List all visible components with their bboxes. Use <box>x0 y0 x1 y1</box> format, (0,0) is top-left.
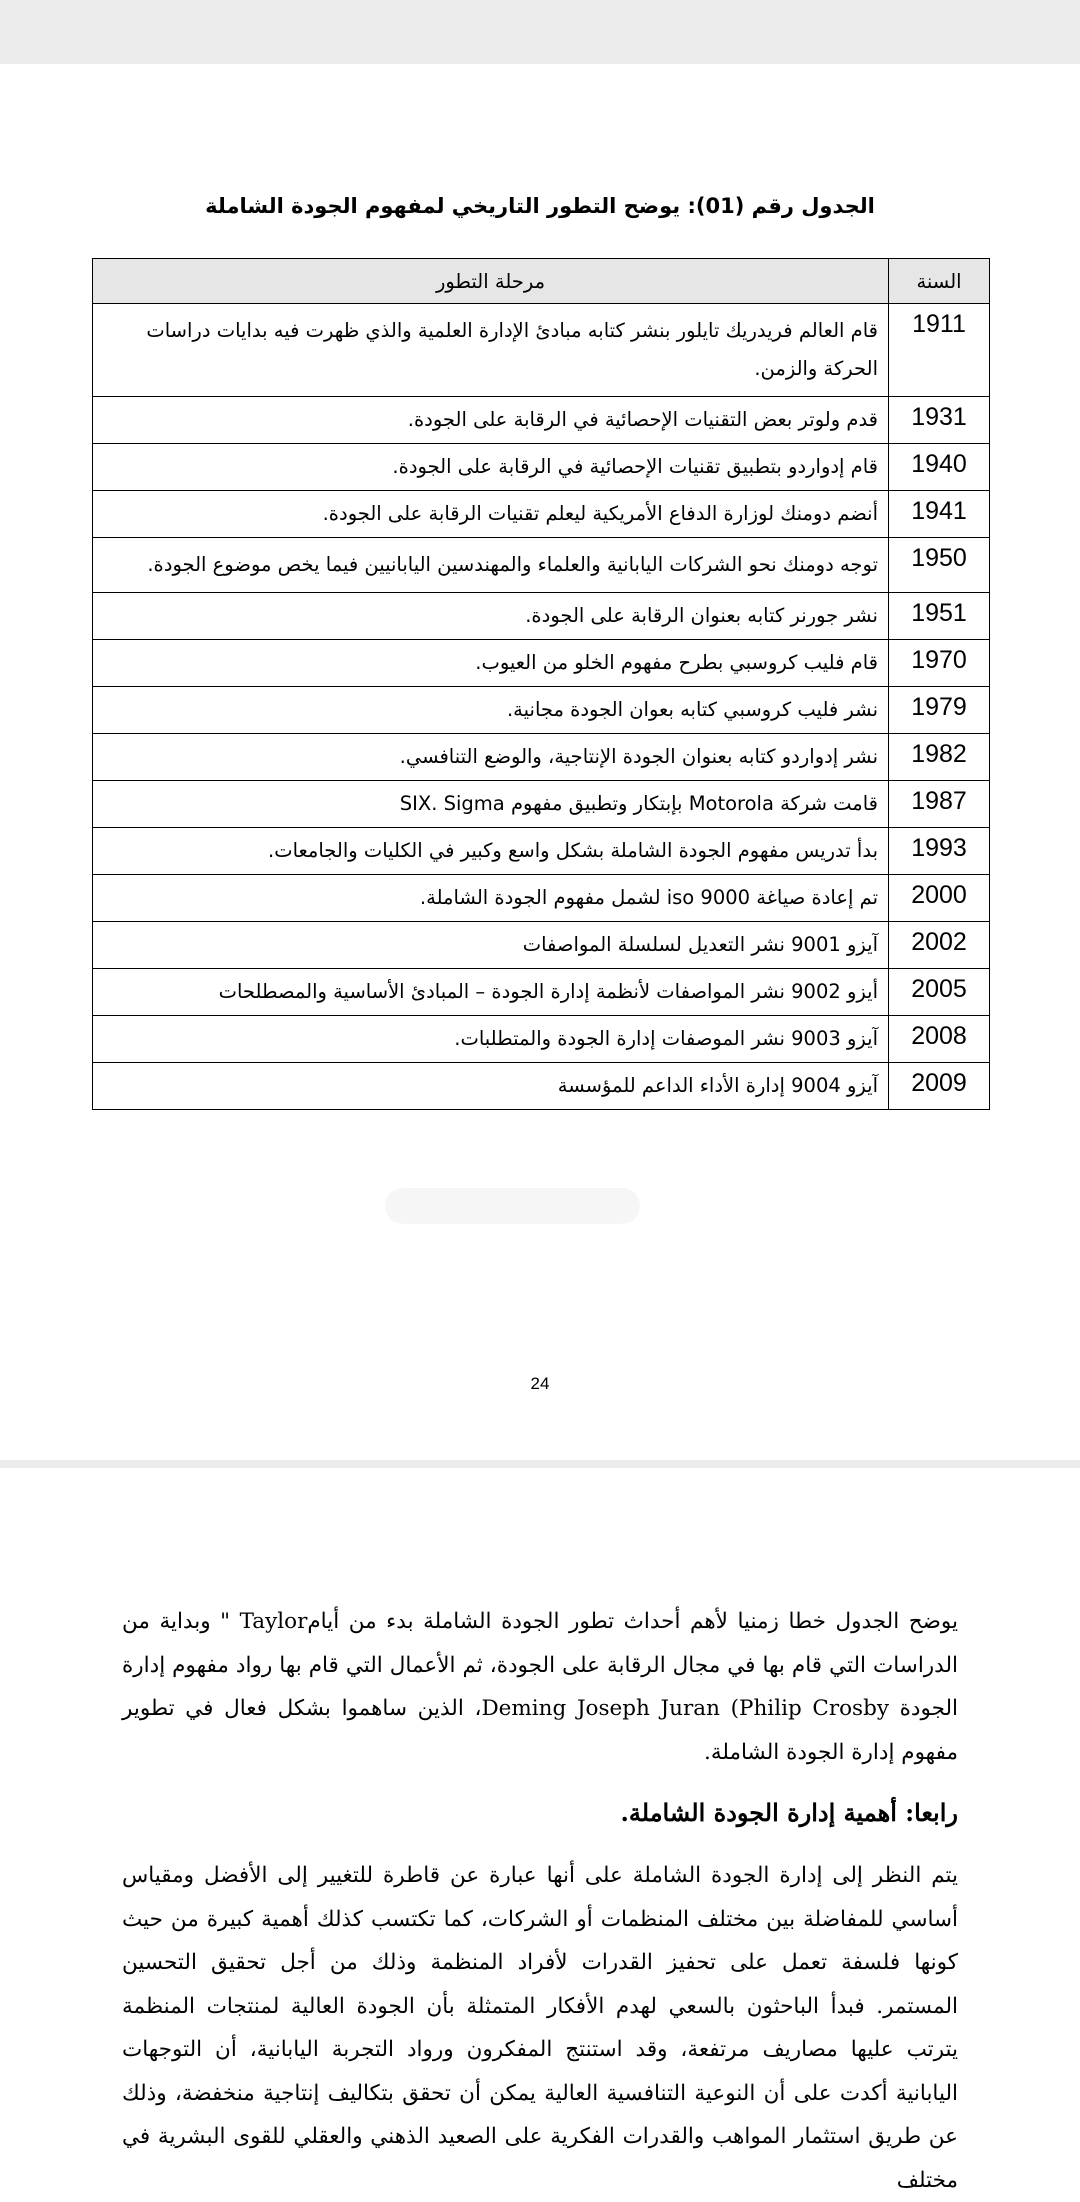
year-cell: 1911 <box>889 304 990 397</box>
table-caption: الجدول رقم (01): يوضح التطور التاريخي لمفهوم الجودة الشاملة <box>205 194 875 218</box>
year-cell: 1993 <box>889 828 990 875</box>
table-row <box>93 593 990 640</box>
stage-cell: نشر جورنر كتابه بعنوان الرقابة على الجودة. <box>93 593 889 640</box>
table-row <box>93 444 990 491</box>
table-row <box>93 397 990 444</box>
table-row <box>93 538 990 593</box>
year-cell: 1979 <box>889 687 990 734</box>
stage-cell: أنضم دومنك لوزارة الدفاع الأمريكية ليعلم تقنيات الرقابة على الجودة. <box>93 491 889 538</box>
timeline-paragraph: يوضح الجدول خطا زمنيا لأهم أحداث تطور الجودة الشاملة بدء من أيامTaylor " وبداية من الدراسات التي قام بها في مجال الرقابة على الجودة، ثم الأعمال التي قام بها رواد مفهوم إدارة الجودة Deming Joseph Juran (Philip Crosby، الذين ساهموا بشكل فعال في تطوير مفهوم إدارة الجودة الشاملة. <box>122 1609 959 1765</box>
year-cell: 2008 <box>889 1016 990 1063</box>
stage-cell: قدم ولوتر بعض التقنيات الإحصائية في الرقابة على الجودة. <box>93 397 889 444</box>
table-row <box>93 875 990 922</box>
document-page-25 <box>0 1468 1080 2193</box>
stage-cell: نشر فليب كروسبي كتابه بعوان الجودة مجانية. <box>93 687 889 734</box>
table-row <box>93 781 990 828</box>
table-row <box>93 828 990 875</box>
stage-cell: قام إدواردو بتطبيق تقنيات الإحصائية في الرقابة على الجودة. <box>93 444 889 491</box>
document-page-24 <box>0 64 1080 1460</box>
table-row <box>93 922 990 969</box>
year-cell: 1950 <box>889 538 990 593</box>
table-row <box>93 734 990 781</box>
year-cell: 2009 <box>889 1063 990 1110</box>
table-row <box>93 969 990 1016</box>
stage-cell: قامت شركة Motorola بإبتكار وتطبيق مفهوم SIX. Sigma <box>93 781 889 828</box>
year-cell: 2005 <box>889 969 990 1016</box>
table-row <box>93 1016 990 1063</box>
table-row <box>93 687 990 734</box>
page-number: 24 <box>530 1374 550 1393</box>
table-row <box>93 304 990 397</box>
year-column-header: السنة <box>889 259 990 304</box>
stage-cell: آيزو 9003 نشر الموصفات إدارة الجودة والمتطلبات. <box>93 1016 889 1063</box>
year-cell: 2002 <box>889 922 990 969</box>
table-row <box>93 491 990 538</box>
stage-cell: قام فليب كروسبي بطرح مفهوم الخلو من العيوب. <box>93 640 889 687</box>
importance-paragraph: يتم النظر إلى إدارة الجودة الشاملة على أنها عبارة عن قاطرة للتغيير إلى الأفضل ومقياس أساسي للمفاضلة بين مختلف المنظمات أو الشركات، كما تكتسب كذلك أهمية كبيرة من حيث كونها فلسفة تعمل على تحفيز القدرات لأفراد المنظمة وذلك من أجل تحقيق التحسين المستمر. فبدأ الباحثون بالسعي لهدم الأفكار المتمثلة بأن الجودة العالية لمنتجات المنظمة يترتب عليها مصاريف مرتفعة، وقد استنتج المفكرون ورواد التجربة اليابانية، أن التوجهات اليابانية أكدت على أن النوعية التنافسية العالية يمكن أن تحقق بتكاليف إنتاجية منخفضة، وذلك عن طريق استثمار المواهب والقدرات الفكرية على الصعيد الذهني والعقلي للقوى البشرية في مختلف <box>122 1863 958 2193</box>
stage-cell: بدأ تدريس مفهوم الجودة الشاملة بشكل واسع وكبير في الكليات والجامعات. <box>93 828 889 875</box>
year-cell: 1970 <box>889 640 990 687</box>
scan-smudge <box>385 1188 640 1224</box>
stage-cell: نشر إدواردو كتابه بعنوان الجودة الإنتاجية، والوضع التنافسي. <box>93 734 889 781</box>
stage-cell: تم إعادة صياغة iso 9000 لشمل مفهوم الجودة الشاملة. <box>93 875 889 922</box>
year-cell: 1940 <box>889 444 990 491</box>
year-cell: 1982 <box>889 734 990 781</box>
page-gap-top <box>0 0 1080 64</box>
table-row <box>93 640 990 687</box>
table-header-row <box>93 259 990 304</box>
stage-cell: توجه دومنك نحو الشركات اليابانية والعلماء والمهندسين اليابانيين فيما يخص موضوع الجودة. <box>93 538 889 593</box>
stage-cell: أيزو 9002 نشر المواصفات لأنظمة إدارة الجودة – المبادئ الأساسية والمصطلحات <box>93 969 889 1016</box>
table-row <box>93 1063 990 1110</box>
stage-cell: آيزو 9004 إدارة الأداء الداعم للمؤسسة <box>93 1063 889 1110</box>
year-cell: 1987 <box>889 781 990 828</box>
section-heading: رابعا: أهمية إدارة الجودة الشاملة. <box>620 1798 958 1827</box>
page-gap <box>0 1460 1080 1468</box>
stage-column-header: مرحلة التطور <box>93 259 889 304</box>
quality-evolution-table <box>92 258 990 1110</box>
stage-cell: آيزو 9001 نشر التعديل لسلسلة المواصفات <box>93 922 889 969</box>
year-cell: 1951 <box>889 593 990 640</box>
year-cell: 1941 <box>889 491 990 538</box>
year-cell: 1931 <box>889 397 990 444</box>
year-cell: 2000 <box>889 875 990 922</box>
stage-cell: قام العالم فريدريك تايلور بنشر كتابه مبادئ الإدارة العلمية والذي ظهرت فيه بدايات دراسات الحركة والزمن. <box>93 304 889 397</box>
